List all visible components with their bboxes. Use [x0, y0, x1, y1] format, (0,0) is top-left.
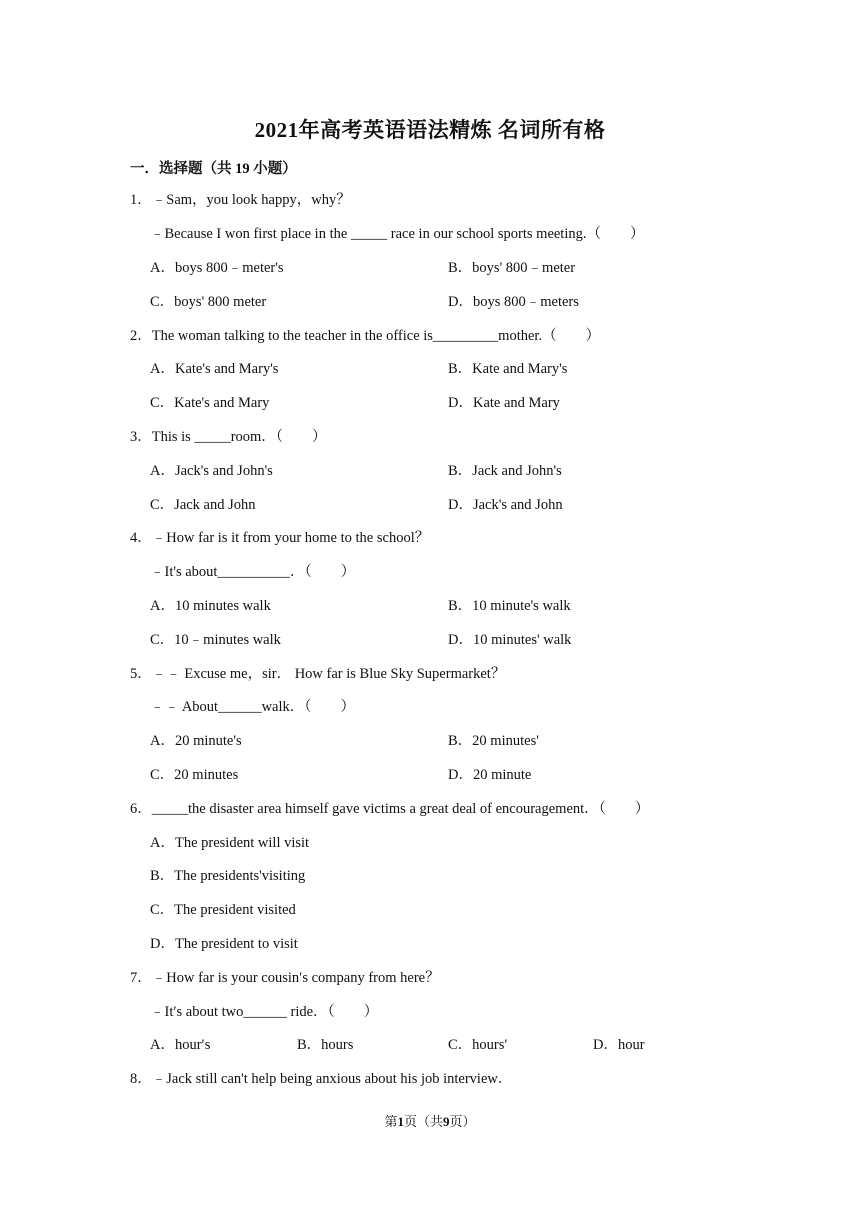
option-a: A．Jack's and John's: [150, 463, 273, 479]
question-stem: 3．This is _____room．（ ）: [130, 429, 327, 445]
question-sub: ﹣﹣ About______walk．（ ）: [150, 699, 356, 715]
option-d: D．The president to visit: [150, 936, 298, 952]
option-a: A．Kate's and Mary's: [150, 361, 279, 377]
option-b: B．10 minute's walk: [448, 598, 571, 614]
footer-total-pages: 9: [443, 1114, 450, 1129]
question-stem: 6．_____the disaster area himself gave victims a great deal of encouragement．（ ）: [130, 801, 650, 817]
question-stem: 5．﹣﹣ Excuse me，sir． How far is Blue Sky Supermarket？: [130, 666, 506, 682]
option-a: A．hour′s: [150, 1037, 211, 1053]
option-a: A．10 minutes walk: [150, 598, 271, 614]
page-footer: [0, 1111, 860, 1130]
question-stem: 1．﹣Sam，you look happy，why？: [130, 192, 351, 208]
option-a: A．boys 800﹣meter's: [150, 260, 284, 276]
question-sub: ﹣It′s about two______ ride．（ ）: [150, 1004, 379, 1020]
option-c: C．Jack and John: [150, 497, 256, 513]
page-title: 2021年高考英语语法精炼 名词所有格: [254, 118, 606, 142]
footer-middle: 页（共: [403, 1114, 443, 1129]
section-heading: 一．选择题（共 19 小题）: [130, 161, 297, 177]
option-b: B．hours: [297, 1037, 354, 1053]
option-c: C．Kate's and Mary: [150, 395, 270, 411]
option-c: C．hours′: [448, 1037, 508, 1053]
question-stem: 4．﹣How far is it from your home to the school？: [130, 530, 430, 546]
option-d: D．Kate and Mary: [448, 395, 560, 411]
footer-suffix: 页）: [449, 1114, 476, 1129]
option-d: D．hour: [593, 1037, 645, 1053]
option-a: A．20 minute's: [150, 733, 242, 749]
option-c: C．10﹣minutes walk: [150, 632, 281, 648]
option-c: C．boys' 800 meter: [150, 294, 267, 310]
option-a: A．The president will visit: [150, 835, 310, 851]
option-c: C．20 minutes: [150, 767, 239, 783]
option-b: B．20 minutes': [448, 733, 539, 749]
option-b: B．The presidents'visiting: [150, 868, 306, 884]
footer-prefix: 第: [384, 1114, 398, 1129]
option-b: B．Jack and John's: [448, 463, 562, 479]
option-d: D．20 minute: [448, 767, 532, 783]
option-c: C．The president visited: [150, 902, 296, 918]
option-d: D．boys 800﹣meters: [448, 294, 579, 310]
question-stem: 7．﹣How far is your cousin′s company from here？: [130, 970, 440, 986]
footer-page-number: 1: [397, 1114, 404, 1129]
question-sub: ﹣It's about__________．（ ）: [150, 564, 356, 580]
option-d: D．Jack's and John: [448, 497, 563, 513]
option-b: B．boys' 800﹣meter: [448, 260, 576, 276]
question-sub: ﹣Because I won first place in the _____ race in our school sports meeting.（ ）: [150, 226, 645, 242]
option-d: D．10 minutes' walk: [448, 632, 572, 648]
question-stem: 8．﹣Jack still can't help being anxious about his job interview．: [130, 1071, 513, 1087]
option-b: B．Kate and Mary's: [448, 361, 568, 377]
question-stem: 2．The woman talking to the teacher in the office is_________mother.（ ）: [130, 328, 601, 344]
